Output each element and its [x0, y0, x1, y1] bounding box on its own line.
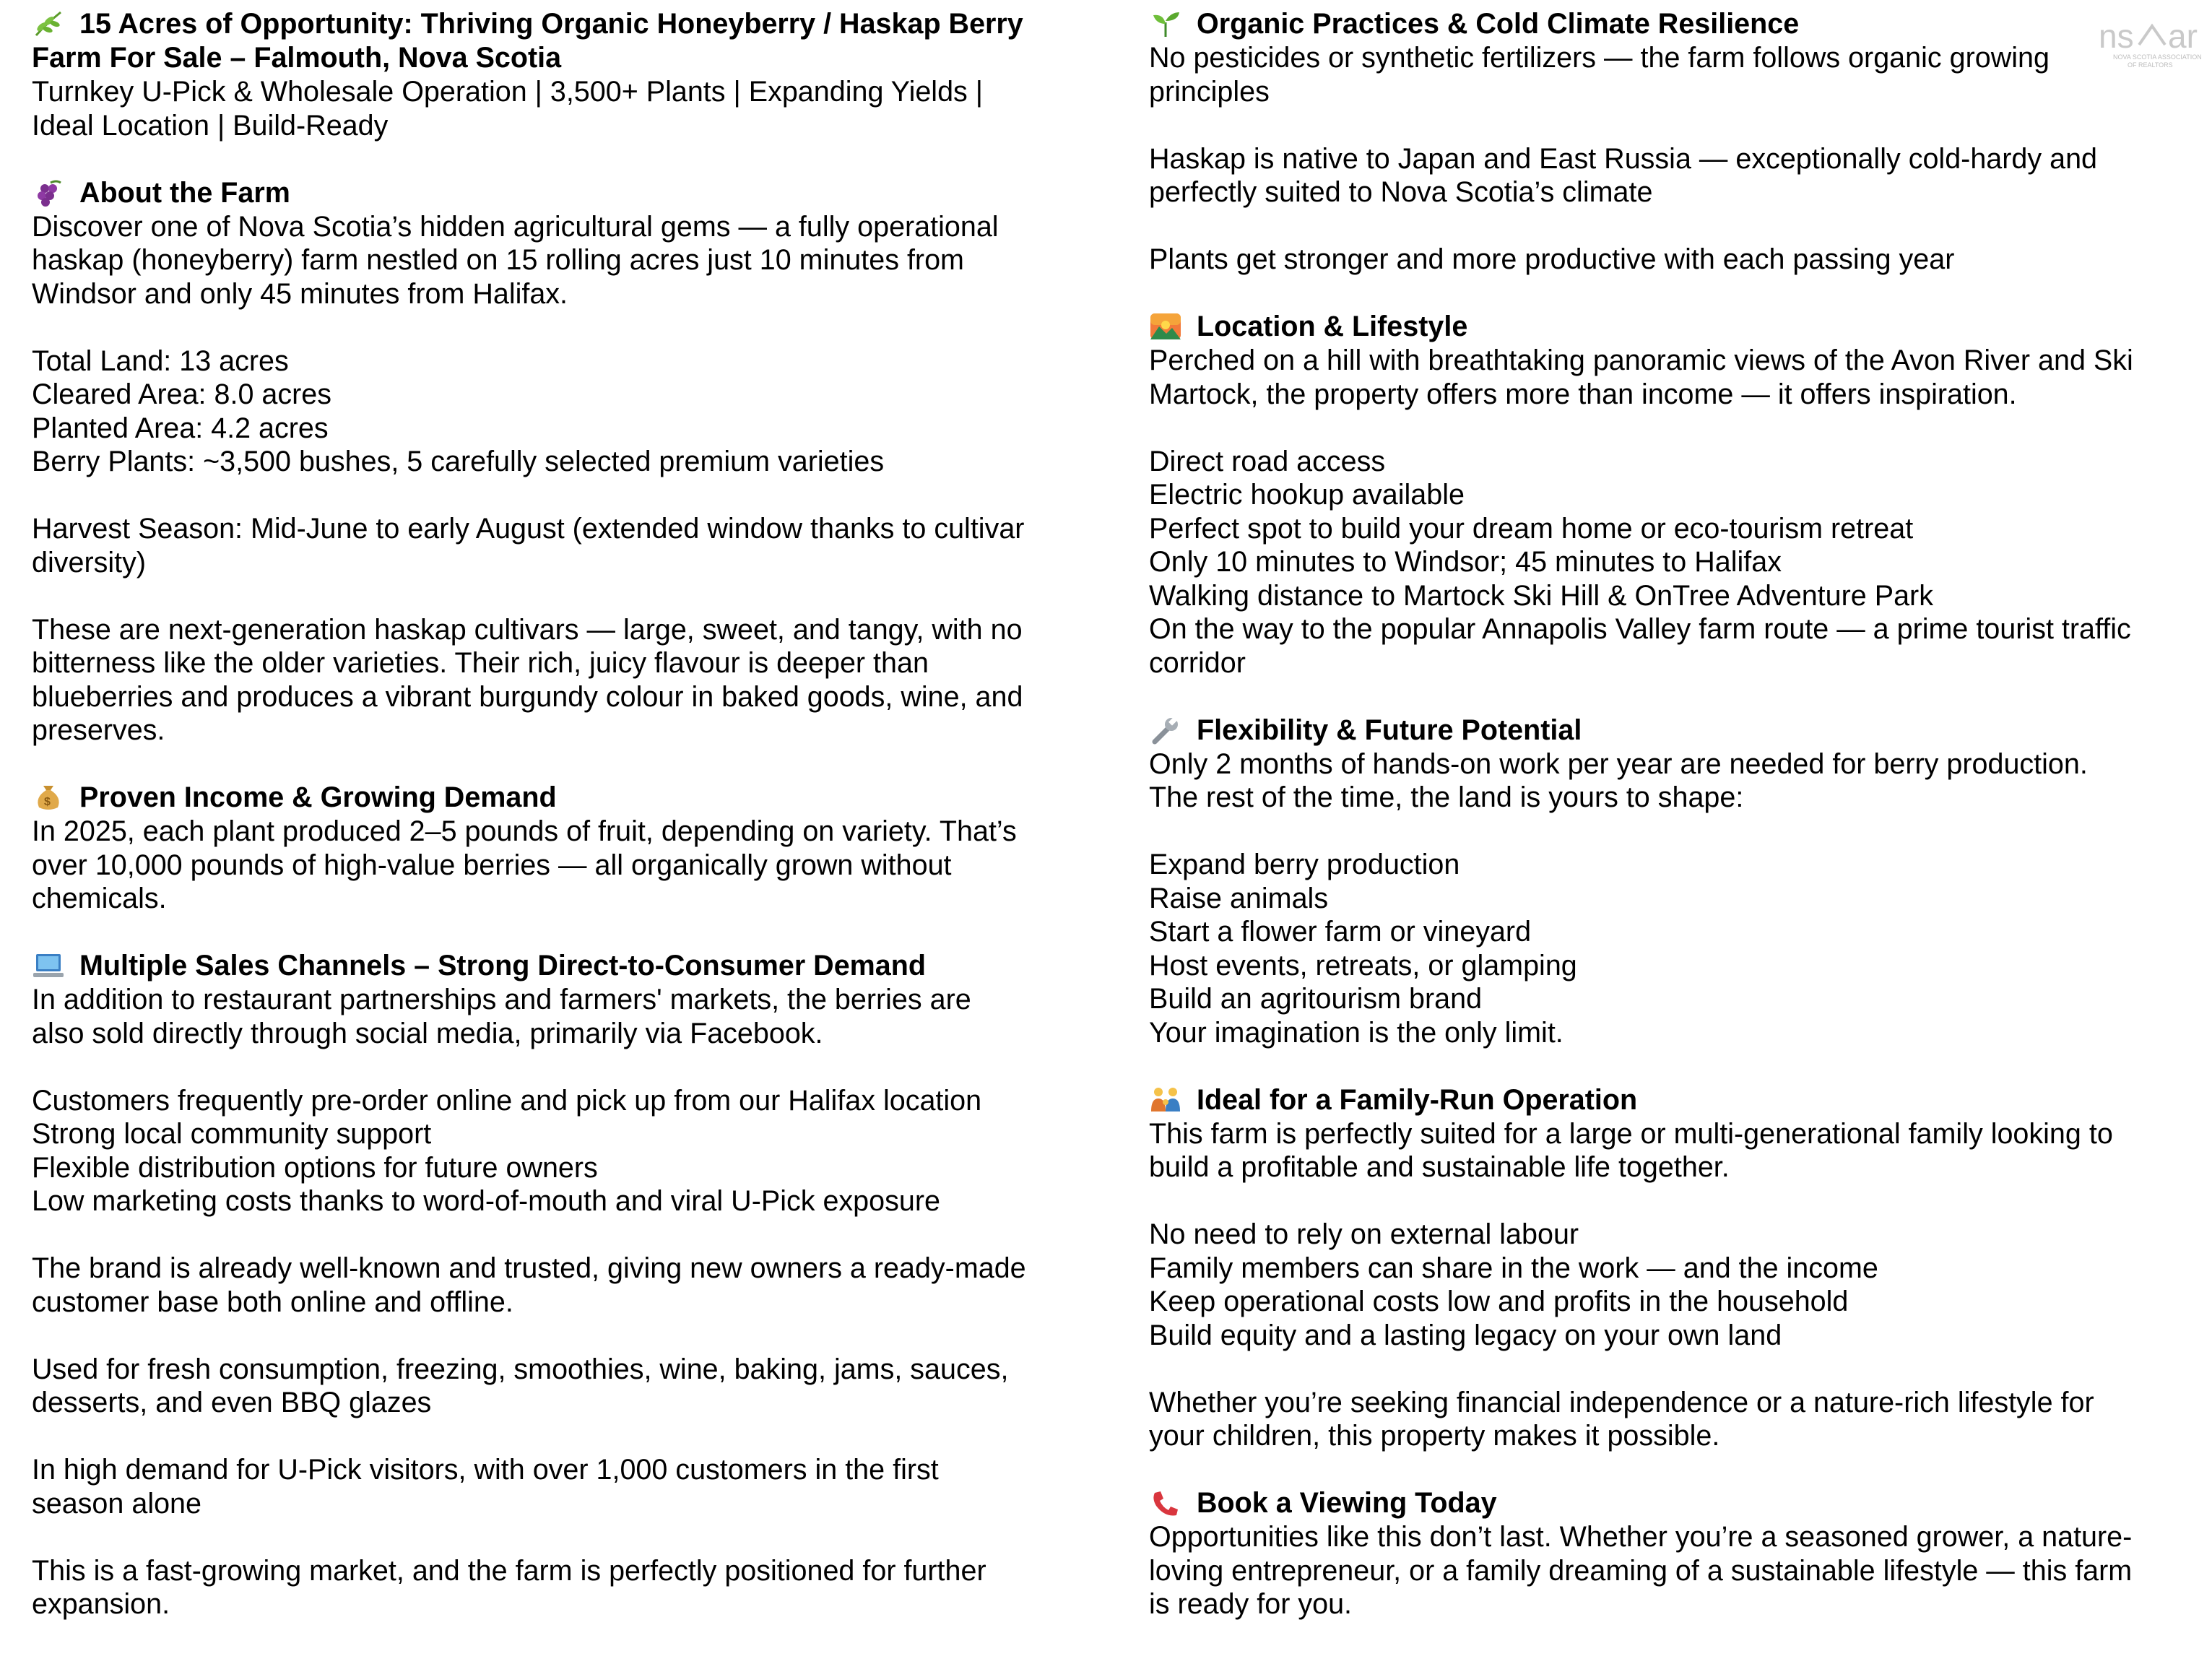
- wrench-icon: [1149, 716, 1182, 745]
- paragraph-line: principles: [1149, 75, 1270, 108]
- fact-line: Planted Area: 4.2 acres: [32, 412, 329, 444]
- left-column: [32, 7, 1079, 1621]
- list-line: Electric hookup available: [1149, 479, 1465, 511]
- paragraph-line: Harvest Season: Mid-June to early August (extended window thanks to cultivar: [32, 513, 1025, 545]
- paragraph-line: This farm is perfectly suited for a large or multi-generational family looking to: [1149, 1117, 2113, 1150]
- title-line-1: 15 Acres of Opportunity: Thriving Organic Honeyberry / Haskap Berry: [79, 8, 1023, 40]
- list-line: Perfect spot to build your dream home or eco-tourism retreat: [1149, 512, 1914, 545]
- paragraph-line: over 10,000 pounds of high-value berries — all organically grown without: [32, 849, 952, 881]
- paragraph-line: Windsor and only 45 minutes from Halifax.: [32, 277, 568, 310]
- paragraph-line: The rest of the time, the land is yours to shape:: [1149, 781, 1744, 813]
- section-heading: About the Farm: [32, 176, 1079, 210]
- fact-line: Cleared Area: 8.0 acres: [32, 378, 331, 410]
- paragraph-line: preserves.: [32, 714, 165, 746]
- section-heading: $ Proven Income & Growing Demand: [32, 781, 1079, 815]
- list-line: Customers frequently pre-order online and pick up from our Halifax location: [32, 1084, 982, 1117]
- paragraph-line: season alone: [32, 1487, 201, 1520]
- list-line: Raise animals: [1149, 882, 1329, 914]
- list-line: Only 10 minutes to Windsor; 45 minutes to Halifax: [1149, 546, 1782, 578]
- svg-text:ar: ar: [2168, 17, 2198, 55]
- laptop-icon: [32, 951, 65, 980]
- svg-text:$: $: [44, 796, 51, 808]
- fact-line: Berry Plants: ~3,500 bushes, 5 carefully selected premium varieties: [32, 446, 885, 477]
- paragraph-line: customer base both online and offline.: [32, 1286, 513, 1318]
- list-line: Your imagination is the only limit.: [1149, 1016, 1563, 1049]
- money-bag-icon: [32, 783, 65, 812]
- title-line-2: Farm For Sale – Falmouth, Nova Scotia: [32, 42, 562, 74]
- herb-icon: [32, 9, 65, 38]
- paragraph-line: expansion.: [32, 1588, 170, 1620]
- income-section: [32, 781, 1079, 916]
- sunrise-mountains-icon: [1149, 312, 1182, 341]
- right-column: [1149, 7, 2182, 1621]
- grapes-icon: [32, 178, 65, 207]
- subtitle-line: Ideal Location | Build-Ready: [32, 109, 389, 142]
- section-heading: Book a Viewing Today: [1149, 1486, 2182, 1520]
- paragraph-line: is ready for you.: [1149, 1588, 1353, 1620]
- list-line: Direct road access: [1149, 445, 1386, 477]
- list-line: Build equity and a lasting legacy on your own land: [1149, 1319, 1782, 1351]
- sales-section: [32, 949, 1079, 1621]
- section-heading: Ideal for a Family-Run Operation: [1149, 1083, 2182, 1117]
- about-section: [32, 176, 1079, 748]
- seedling-icon: [1149, 9, 1182, 38]
- paragraph-line: No pesticides or synthetic fertilizers — the farm follows organic growing: [1149, 42, 2050, 74]
- paragraph-line: Martock, the property offers more than income — it offers inspiration.: [1149, 378, 2017, 410]
- list-line: Keep operational costs low and profits in the household: [1149, 1286, 1849, 1317]
- paragraph-line: also sold directly through social media, primarily via Facebook.: [32, 1017, 823, 1049]
- list-line: Low marketing costs thanks to word-of-mouth and viral U-Pick exposure: [32, 1185, 940, 1217]
- paragraph-line: Used for fresh consumption, freezing, smoothies, wine, baking, jams, sauces,: [32, 1353, 1009, 1385]
- section-heading: Flexibility & Future Potential: [1149, 714, 2182, 748]
- location-section: [1149, 310, 2182, 680]
- paragraph-line: chemicals.: [32, 883, 167, 914]
- page-title: [32, 7, 1079, 75]
- svg-text:NOVA SCOTIA ASSOCIATION: NOVA SCOTIA ASSOCIATION: [2113, 53, 2202, 61]
- paragraph-line: loving entrepreneur, or a family dreaming of a sustainable lifestyle — this farm: [1149, 1554, 2133, 1587]
- paragraph-line: Perched on a hill with breathtaking panoramic views of the Avon River and Ski: [1149, 344, 2133, 376]
- paragraph-line: Only 2 months of hands-on work per year are needed for berry production.: [1149, 748, 2088, 780]
- title-section: [32, 7, 1079, 142]
- family-icon: [1149, 1086, 1182, 1114]
- list-line: corridor: [1149, 646, 1246, 679]
- svg-text:OF REALTORS: OF REALTORS: [2128, 61, 2173, 69]
- list-line: Flexible distribution options for future owners: [32, 1151, 598, 1184]
- list-line: On the way to the popular Annapolis Valley farm route — a prime tourist traffic: [1149, 613, 2131, 645]
- paragraph-line: In high demand for U-Pick visitors, with over 1,000 customers in the first: [32, 1454, 939, 1486]
- list-line: Expand berry production: [1149, 849, 1460, 880]
- paragraph-line: build a profitable and sustainable life together.: [1149, 1151, 1730, 1183]
- paragraph-line: perfectly suited to Nova Scotia’s climate: [1149, 176, 1653, 208]
- paragraph-line: Haskap is native to Japan and East Russia — exceptionally cold-hardy and: [1149, 142, 2098, 175]
- logo-text-n: ns: [2099, 17, 2134, 55]
- section-heading: Location & Lifestyle: [1149, 310, 2182, 344]
- paragraph-line: your children, this property makes it possible.: [1149, 1420, 1720, 1452]
- list-line: Strong local community support: [32, 1118, 432, 1150]
- family-section: [1149, 1083, 2182, 1453]
- paragraph-line: Whether you’re seeking financial independence or a nature-rich lifestyle for: [1149, 1386, 2094, 1418]
- paragraph-line: bitterness like the older varieties. Their rich, juicy flavour is deeper than: [32, 647, 929, 679]
- paragraph-line: desserts, and even BBQ glazes: [32, 1387, 432, 1418]
- paragraph-line: In addition to restaurant partnerships and farmers' markets, the berries are: [32, 984, 971, 1015]
- paragraph-line: haskap (honeyberry) farm nestled on 15 rolling acres just 10 minutes from: [32, 244, 964, 276]
- list-line: Host events, retreats, or glamping: [1149, 949, 1577, 982]
- book-section: [1149, 1486, 2182, 1621]
- paragraph-line: In 2025, each plant produced 2–5 pounds of fruit, depending on variety. That’s: [32, 815, 1017, 847]
- paragraph-line: Plants get stronger and more productive with each passing year: [1149, 243, 1955, 275]
- list-line: Start a flower farm or vineyard: [1149, 916, 1532, 948]
- list-line: Build an agritourism brand: [1149, 983, 1483, 1015]
- paragraph-line: The brand is already well-known and trusted, giving new owners a ready-made: [32, 1252, 1026, 1284]
- organic-section: [1149, 7, 2182, 277]
- paragraph-line: diversity): [32, 546, 147, 578]
- fact-line: Total Land: 13 acres: [32, 344, 289, 377]
- paragraph-line: Opportunities like this don’t last. Whether you’re a seasoned grower, a nature-: [1149, 1521, 2133, 1553]
- subtitle-line: Turnkey U-Pick & Wholesale Operation | 3,500+ Plants | Expanding Yields |: [32, 76, 984, 108]
- paragraph-line: This is a fast-growing market, and the farm is perfectly positioned for further: [32, 1554, 986, 1587]
- section-heading: Multiple Sales Channels – Strong Direct-to-Consumer Demand: [32, 949, 1079, 983]
- paragraph-line: Discover one of Nova Scotia’s hidden agricultural gems — a fully operational: [32, 210, 999, 243]
- section-heading: Organic Practices & Cold Climate Resilience: [1149, 7, 2182, 41]
- list-line: Walking distance to Martock Ski Hill & OnTree Adventure Park: [1149, 579, 1933, 612]
- paragraph-line: blueberries and produces a vibrant burgundy colour in baked goods, wine, and: [32, 680, 1023, 713]
- list-line: Family members can share in the work — and the income: [1149, 1252, 1878, 1284]
- flex-section: [1149, 714, 2182, 1050]
- paragraph-line: These are next-generation haskap cultivars — large, sweet, and tangy, with no: [32, 613, 1023, 646]
- telephone-icon: [1149, 1488, 1182, 1517]
- list-line: No need to rely on external labour: [1149, 1218, 1579, 1250]
